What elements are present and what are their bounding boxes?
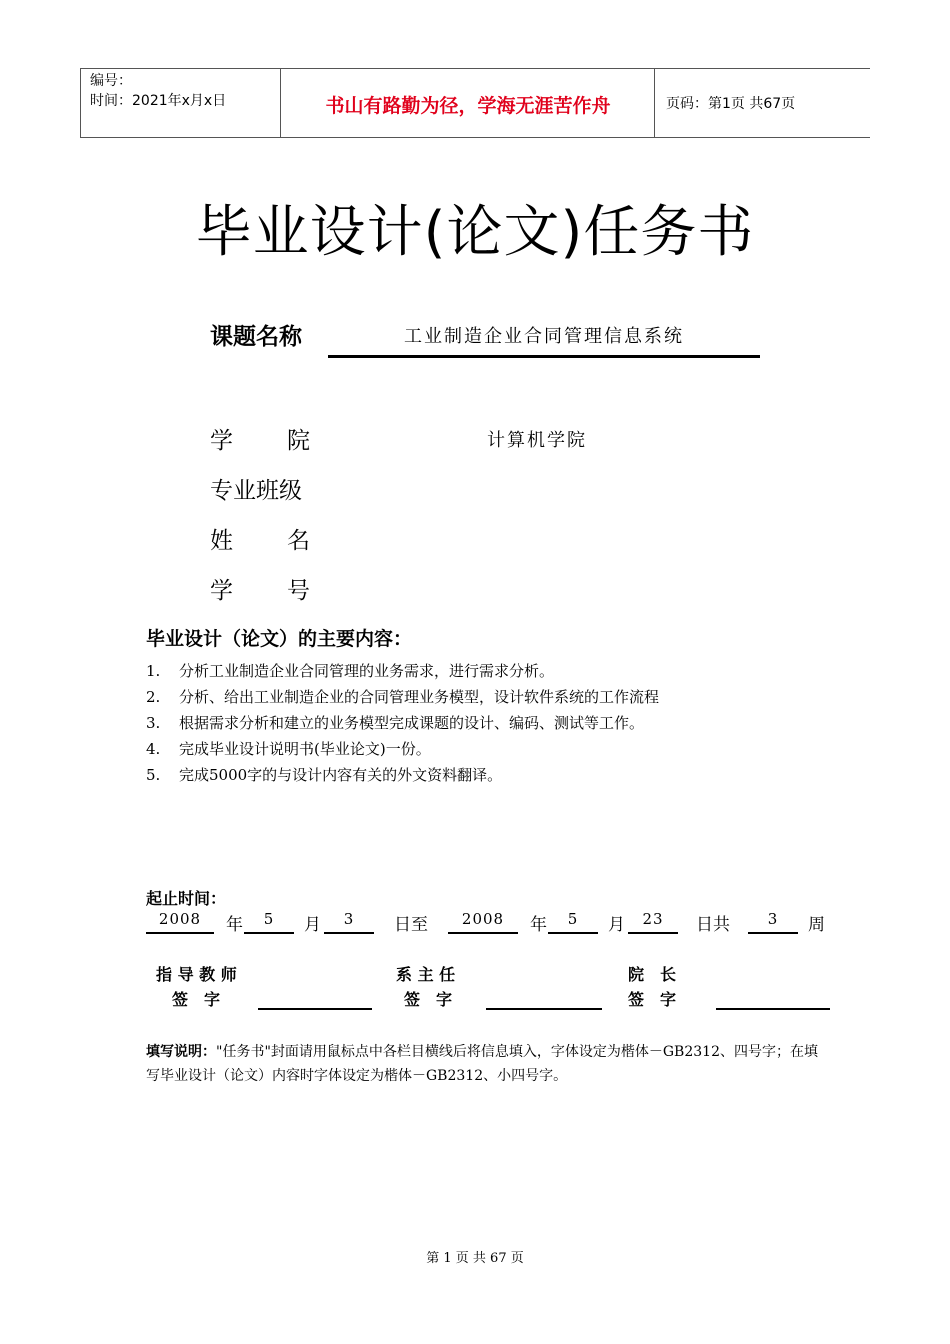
end-month-field[interactable]: 5 [548,910,598,934]
header-divider [654,69,655,137]
instructions-note [146,1040,826,1088]
list-item: 4. 完成毕业设计说明书(毕业论文)一份。 [146,740,431,758]
start-year-field[interactable]: 2008 [146,910,214,934]
field-college-value[interactable]: 计算机学院 [487,430,587,451]
advisor-sign-label: 签 字 [172,990,221,1009]
director-sign-label: 签 字 [404,990,453,1009]
day-to-label: 日至 [394,915,428,935]
header-table [80,68,870,138]
list-item: 5. 完成5000字的与设计内容有关的外文资料翻译。 [146,766,503,784]
field-class-label: 专业班级 [210,478,302,504]
month-unit-label: 月 [304,915,321,935]
director-signature-line[interactable] [486,1008,602,1010]
list-item: 1. 分析工业制造企业合同管理的业务需求，进行需求分析。 [146,662,555,680]
content-list [146,658,659,788]
document-time: 时间：2021年x月x日 [90,93,227,109]
start-month-field[interactable]: 5 [244,910,294,934]
list-item: 2. 分析、给出工业制造企业的合同管理业务模型，设计软件系统的工作流程 [146,688,660,706]
note-text: "任务书"封面请用鼠标点中各栏目横线后将信息填入，字体设定为楷体－GB2312、四号字；在填写毕业设计（论文）内容时字体设定为楷体－GB2312、小四号字。 [146,1044,818,1084]
schedule-line [146,910,886,936]
header-divider [80,69,81,137]
schedule-label: 起止时间： [146,889,227,908]
document-title: 毕业设计(论文)任务书 [195,200,755,265]
weeks-field[interactable]: 3 [748,910,798,934]
topic-underline [328,355,760,358]
year-unit-label: 年 [226,915,243,935]
content-section-title: 毕业设计（论文）的主要内容： [146,628,413,650]
page-footer: 第 1 页 共 67 页 [426,1251,524,1266]
year-unit-label: 年 [530,915,547,935]
topic-value[interactable]: 工业制造企业合同管理信息系统 [404,326,684,347]
field-college-label: 学 院 [210,428,310,454]
list-item: 3. 根据需求分析和建立的业务模型完成课题的设计、编码、测试等工作。 [146,714,645,732]
header-motto: 书山有路勤为径，学海无涯苦作舟 [325,95,611,117]
header-meta [90,71,226,111]
month-unit-label: 月 [608,915,625,935]
dean-sign-label: 签 字 [628,990,677,1009]
document-number-label: 编号： [90,73,132,89]
dean-label: 院 长 [628,965,677,984]
header-divider [280,69,281,137]
header-page-info: 页码：第1页 共67页 [666,96,796,112]
director-label: 系 主 任 [396,965,456,984]
end-year-field[interactable]: 2008 [448,910,518,934]
dean-signature-line[interactable] [716,1008,830,1010]
note-label: 填写说明： [146,1044,216,1060]
advisor-signature-line[interactable] [258,1008,372,1010]
end-day-field[interactable]: 23 [628,910,678,934]
start-day-field[interactable]: 3 [324,910,374,934]
field-name-label: 姓 名 [210,528,310,554]
field-id-label: 学 号 [210,578,310,604]
week-unit-label: 周 [808,915,825,935]
advisor-label: 指 导 教 师 [156,965,237,984]
day-total-label: 日共 [696,915,730,935]
topic-label: 课题名称 [210,324,302,350]
